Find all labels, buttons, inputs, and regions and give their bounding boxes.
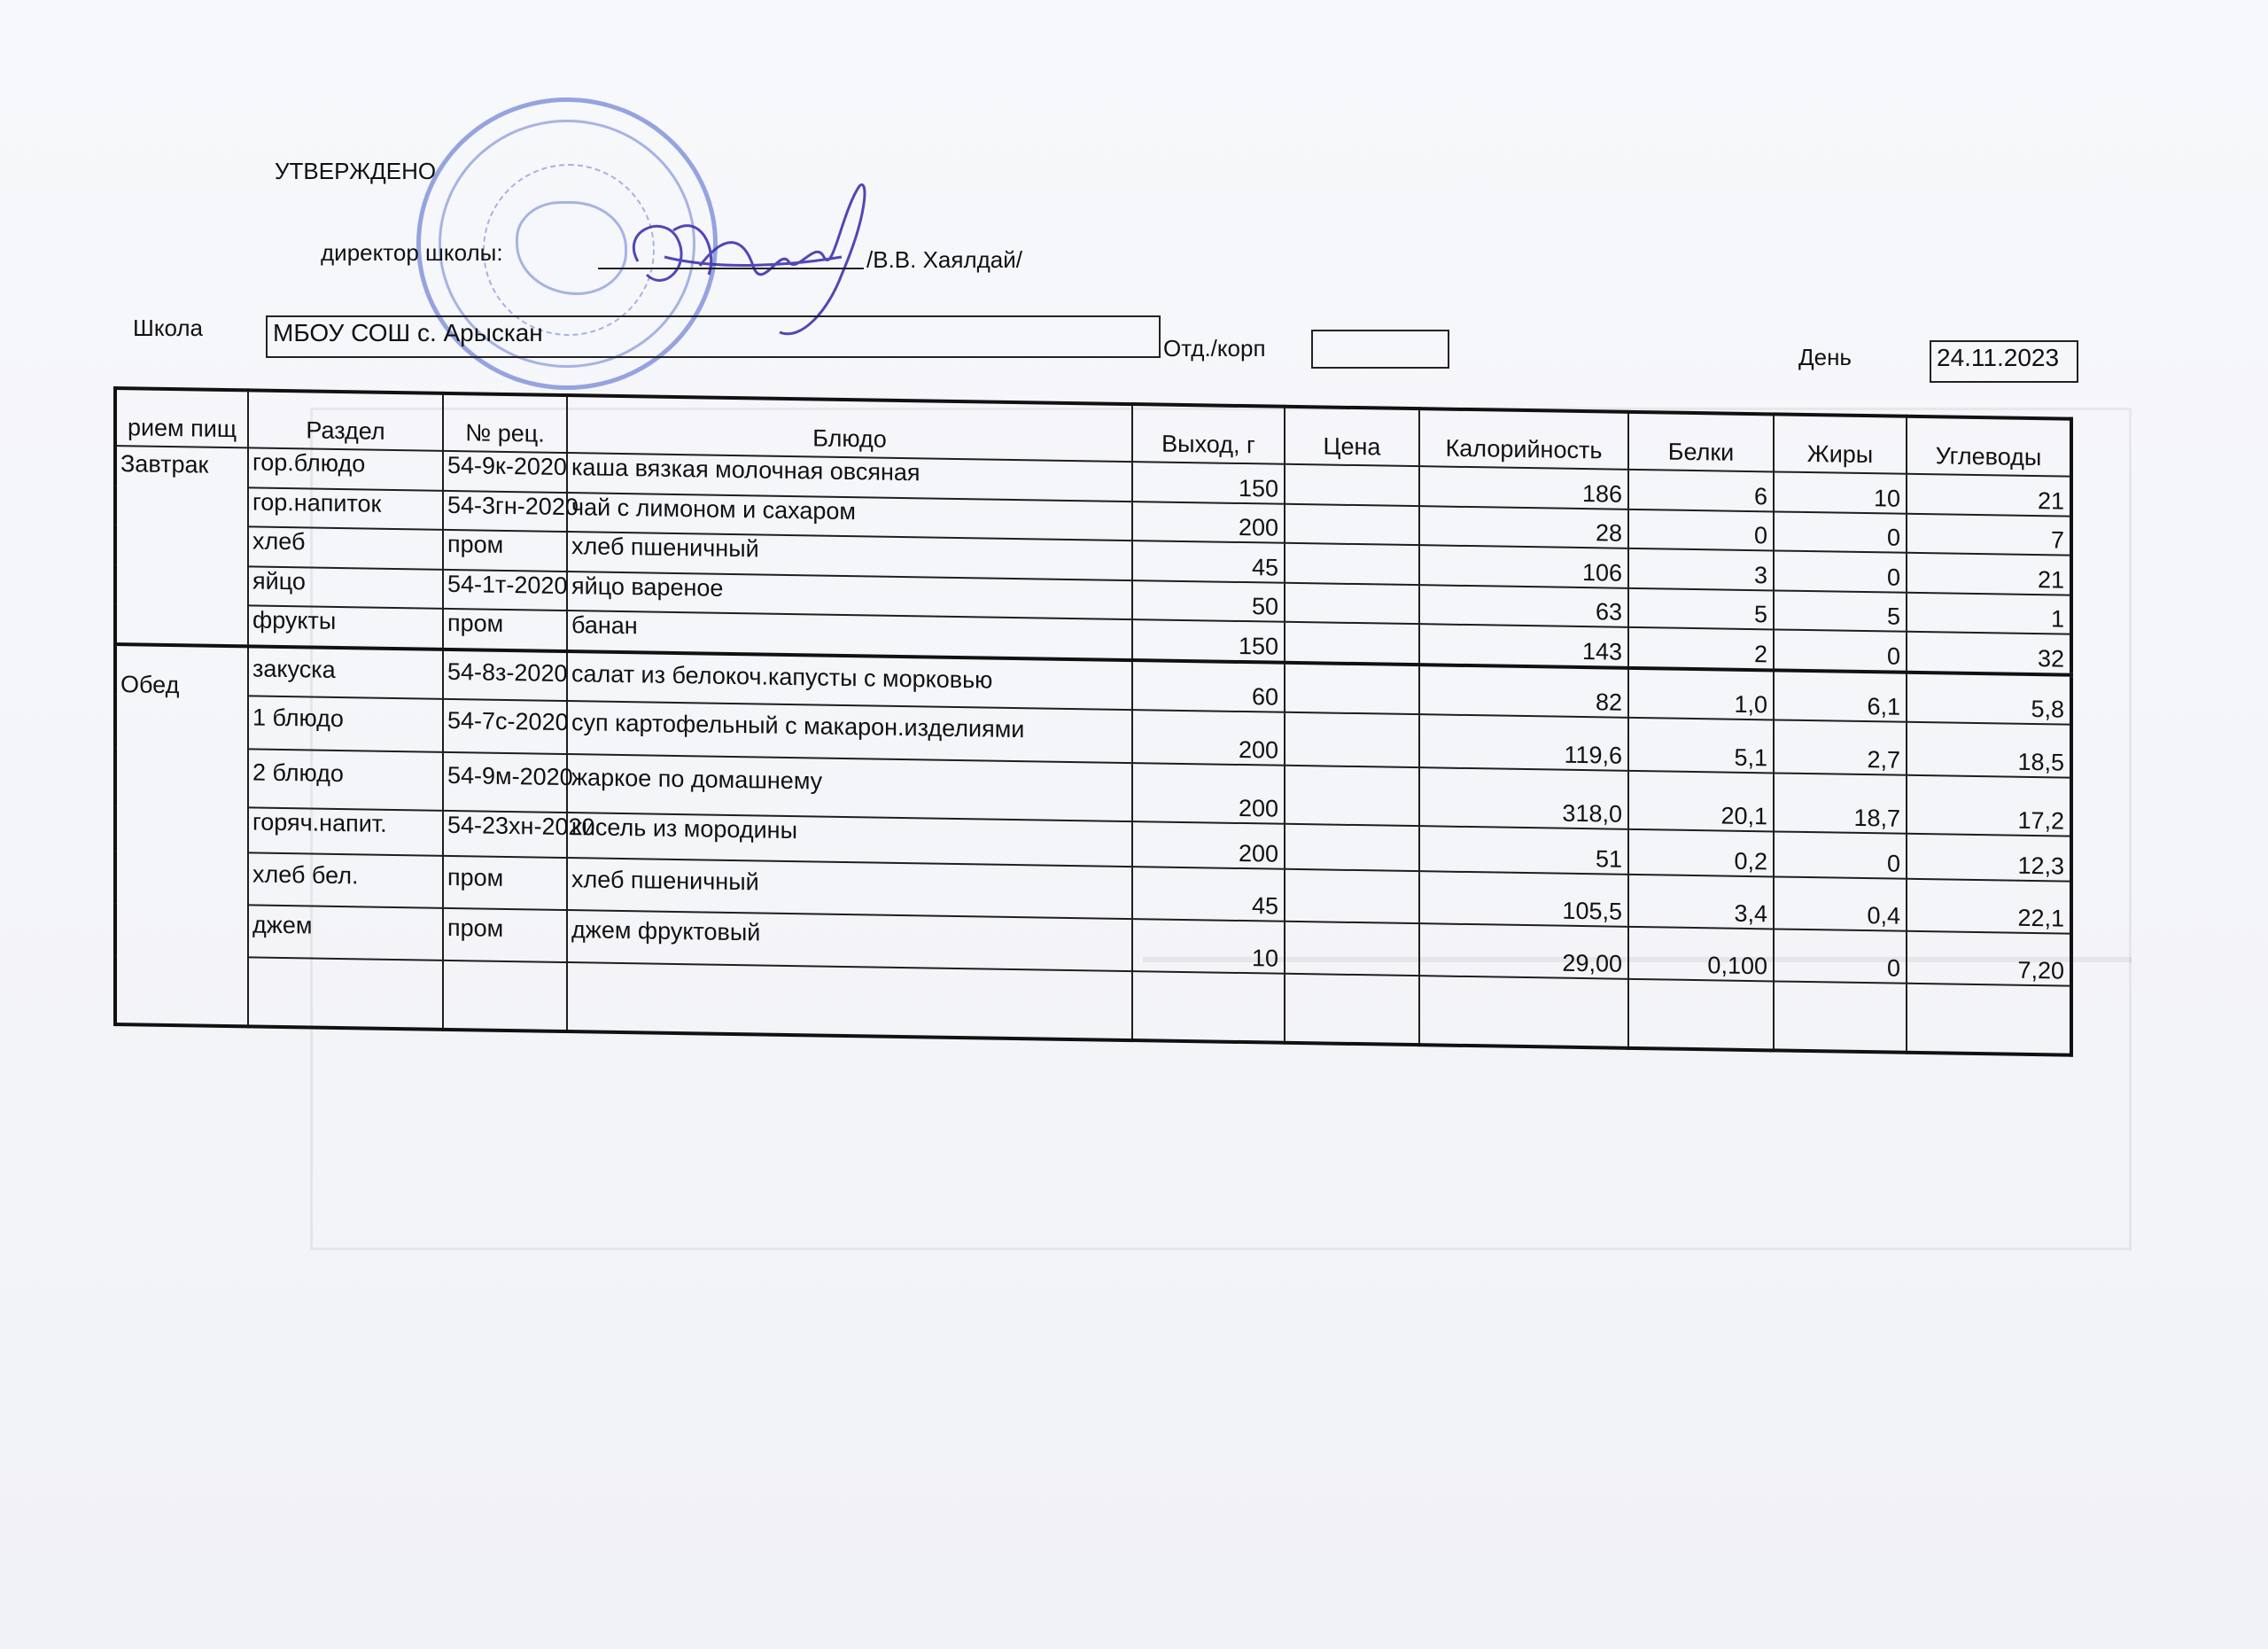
cell-carbs: 21 [1907, 474, 2071, 517]
cell-protein: 0 [1628, 509, 1774, 550]
cell-fat: 2,7 [1774, 720, 1907, 775]
cell-dish: суп картофельный с макарон.изделиями [567, 701, 1132, 762]
menu-table [113, 386, 2073, 1057]
col-meal: рием пищ [115, 388, 248, 447]
cell-section: хлеб бел. [248, 852, 443, 908]
cell-dish: чай с лимоном и сахаром [567, 493, 1132, 541]
cell-price [1285, 503, 1419, 545]
cell-carbs: 32 [1907, 632, 2071, 675]
cell-price [1285, 922, 1419, 976]
cell-protein: 3 [1628, 548, 1774, 590]
cell-protein: 6 [1628, 470, 1774, 511]
cell-price [1285, 583, 1419, 625]
cell-price [1285, 868, 1419, 923]
col-recipe: № рец. [443, 393, 567, 453]
cell-calories: 105,5 [1419, 871, 1628, 927]
cell-empty [1285, 974, 1419, 1045]
cell-dish: салат из белокоч.капусты с морковью [567, 651, 1132, 710]
cell-fat: 0,4 [1774, 876, 1907, 931]
cell-section: гор.напиток [248, 487, 443, 530]
col-protein: Белки [1628, 412, 1774, 472]
cell-output: 200 [1132, 710, 1285, 765]
cell-empty [1907, 984, 2071, 1054]
cell-fat: 10 [1774, 471, 1907, 513]
cell-calories: 318,0 [1419, 767, 1628, 829]
cell-price [1285, 464, 1419, 506]
cell-recipe: пром [443, 908, 567, 963]
cell-recipe: 54-8з-2020 [443, 649, 567, 701]
cell-protein: 3,4 [1628, 874, 1774, 929]
cell-output: 45 [1132, 541, 1285, 582]
col-section: Раздел [248, 390, 443, 450]
cell-calories: 63 [1419, 585, 1628, 627]
cell-fat: 18,7 [1774, 773, 1907, 833]
cell-carbs: 17,2 [1907, 775, 2071, 836]
cell-protein: 2 [1628, 627, 1774, 670]
cell-output: 45 [1132, 867, 1285, 922]
cell-calories: 143 [1419, 625, 1628, 668]
cell-protein: 0,2 [1628, 828, 1774, 876]
cell-section: 1 блюдо [248, 696, 443, 752]
cell-calories: 186 [1419, 466, 1628, 509]
cell-dish: кисель из мородины [567, 813, 1132, 867]
cell-calories: 29,00 [1419, 923, 1628, 979]
cell-price [1285, 543, 1419, 585]
cell-section: яйцо [248, 566, 443, 609]
cell-protein: 0,100 [1628, 927, 1774, 982]
dept-label: Отд./корп [1163, 335, 1266, 362]
cell-calories: 119,6 [1419, 714, 1628, 770]
day-label: День [1798, 344, 1852, 370]
meal-lunch: Обед [115, 644, 248, 1026]
cell-fat: 0 [1774, 511, 1907, 553]
cell-calories: 106 [1419, 545, 1628, 587]
cell-fat: 0 [1774, 630, 1907, 673]
cell-section: фрукты [248, 606, 443, 649]
cell-section: джем [248, 905, 443, 961]
cell-section: горяч.напит. [248, 807, 443, 855]
cell-protein: 1,0 [1628, 668, 1774, 720]
cell-protein: 20,1 [1628, 771, 1774, 831]
cell-calories: 82 [1419, 665, 1628, 718]
cell-output: 60 [1132, 660, 1285, 712]
cell-protein: 5,1 [1628, 718, 1774, 773]
cell-section: 2 блюдо [248, 749, 443, 810]
day-field: 24.11.2023 [1930, 340, 2078, 383]
signature-line [598, 268, 864, 269]
approved-label: УТВЕРЖДЕНО [275, 158, 437, 184]
dept-field [1311, 330, 1449, 369]
cell-carbs: 5,8 [1907, 673, 2071, 725]
cell-recipe: 54-9м-2020 [443, 752, 567, 813]
cell-empty [567, 962, 1132, 1040]
cell-carbs: 18,5 [1907, 722, 2071, 777]
cell-dish: банан [567, 611, 1132, 660]
cell-empty [443, 961, 567, 1031]
cell-carbs: 7,20 [1907, 931, 2071, 986]
cell-output: 150 [1132, 619, 1285, 662]
cell-price [1285, 663, 1419, 715]
cell-recipe: пром [443, 530, 567, 572]
cell-price [1285, 712, 1419, 767]
cell-output: 200 [1132, 502, 1285, 543]
cell-recipe: 54-9к-2020 [443, 451, 567, 493]
cell-empty [248, 958, 443, 1030]
cell-recipe: пром [443, 609, 567, 651]
cell-fat: 6,1 [1774, 670, 1907, 722]
cell-fat: 5 [1774, 590, 1907, 632]
cell-recipe: 54-1т-2020 [443, 570, 567, 611]
cell-price [1285, 622, 1419, 665]
director-label: директор школы: [321, 239, 503, 266]
director-name: /В.В. Хаялдай/ [866, 246, 1023, 273]
cell-calories: 51 [1419, 826, 1628, 875]
cell-empty [1628, 979, 1774, 1050]
cell-carbs: 7 [1907, 513, 2071, 556]
meal-breakfast: Завтрак [115, 446, 248, 646]
cell-output: 200 [1132, 821, 1285, 869]
cell-fat: 0 [1774, 831, 1907, 878]
cell-dish: хлеб пшеничный [567, 532, 1132, 580]
cell-dish: каша вязкая молочная овсяная [567, 453, 1132, 502]
cell-output: 10 [1132, 919, 1285, 974]
cell-recipe: 54-7с-2020 [443, 699, 567, 754]
school-label: Школа [133, 315, 204, 341]
cell-price [1285, 766, 1419, 826]
col-output: Выход, г [1132, 404, 1285, 464]
cell-dish: яйцо вареное [567, 572, 1132, 620]
cell-dish: жаркое по домашнему [567, 754, 1132, 821]
cell-recipe: 54-3гн-2020 [443, 490, 567, 532]
col-dish: Блюдо [567, 395, 1132, 462]
cell-section: закуска [248, 646, 443, 699]
cell-empty [1132, 972, 1285, 1043]
col-carbs: Углеводы [1907, 416, 2071, 477]
cell-output: 150 [1132, 462, 1285, 503]
cell-output: 200 [1132, 763, 1285, 824]
cell-carbs: 1 [1907, 593, 2071, 635]
col-fat: Жиры [1774, 414, 1907, 473]
cell-empty [1419, 976, 1628, 1048]
cell-carbs: 21 [1907, 553, 2071, 595]
school-name-field: МБОУ СОШ с. Арыскан [266, 315, 1161, 358]
cell-output: 50 [1132, 580, 1285, 622]
cell-fat: 0 [1774, 929, 1907, 984]
cell-fat: 0 [1774, 551, 1907, 593]
cell-carbs: 22,1 [1907, 878, 2071, 933]
cell-protein: 5 [1628, 588, 1774, 630]
cell-dish: хлеб пшеничный [567, 858, 1132, 919]
cell-recipe: 54-23хн-2020 [443, 810, 567, 857]
cell-dish: джем фруктовый [567, 910, 1132, 971]
cell-section: гор.блюдо [248, 447, 443, 490]
cell-recipe: пром [443, 855, 567, 910]
cell-carbs: 12,3 [1907, 833, 2071, 881]
cell-calories: 28 [1419, 506, 1628, 548]
col-calories: Калорийность [1419, 408, 1628, 470]
cell-price [1285, 823, 1419, 870]
col-price: Цена [1285, 407, 1419, 466]
cell-section: хлеб [248, 527, 443, 570]
cell-empty [1774, 982, 1907, 1053]
